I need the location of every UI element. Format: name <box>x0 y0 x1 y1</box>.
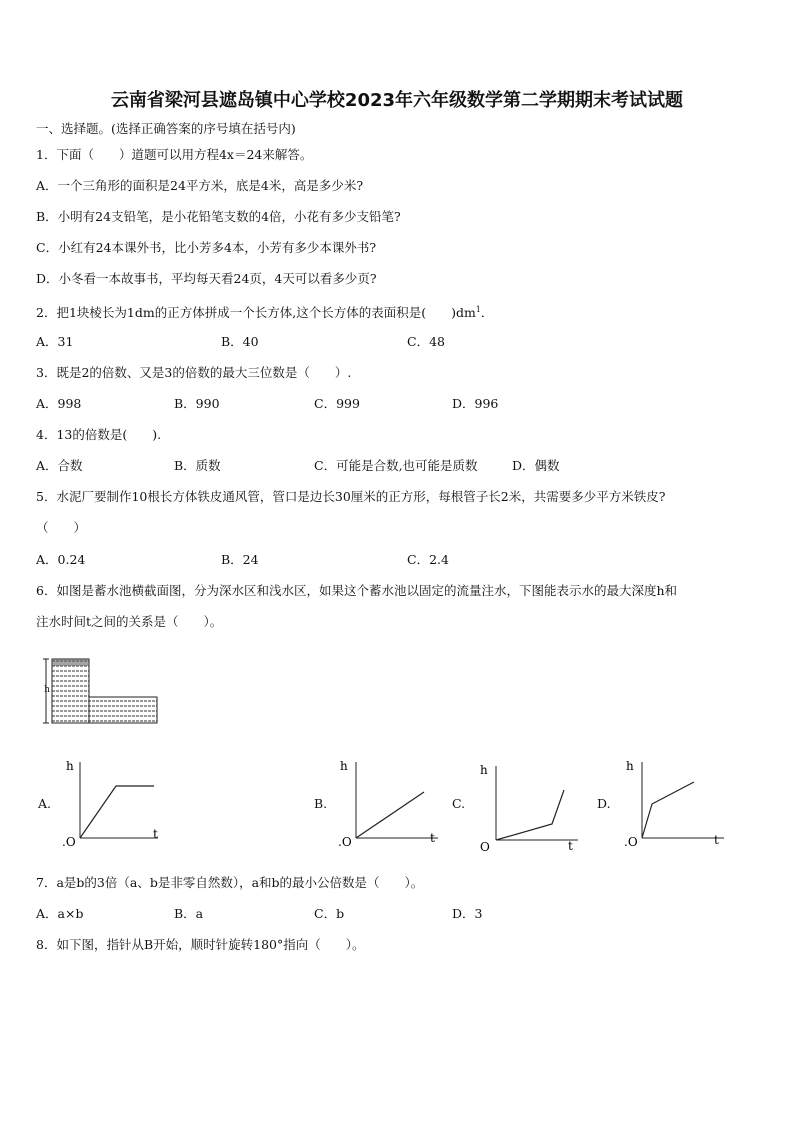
q1-option-c: C．小红有24本课外书，比小芳多4本，小芳有多少本课外书? <box>36 240 377 255</box>
graph-c-label: C. <box>452 796 466 811</box>
q7-option-d: D．3 <box>452 906 483 921</box>
graph-b <box>336 756 446 848</box>
graph-c-x-axis: t <box>568 839 573 853</box>
graph-c-y-axis: h <box>480 763 488 777</box>
graph-d-origin: .O <box>624 835 638 848</box>
graph-d <box>622 756 732 848</box>
q3-option-c: C．999 <box>314 396 360 411</box>
pool-cross-section-figure <box>40 654 165 729</box>
q2-option-c: C．48 <box>407 334 445 349</box>
q2-stem: 2．把1块棱长为1dm的正方体拼成一个长方体,这个长方体的表面积是( )dm <box>36 305 476 321</box>
q2-exponent: 1 <box>475 305 481 314</box>
q4-option-a: A．合数 <box>36 458 83 473</box>
graph-b-x-axis: t <box>430 831 435 845</box>
graph-b-origin: .O <box>338 835 352 848</box>
q4-option-c: C．可能是合数,也可能是质数 <box>314 458 478 473</box>
graph-a-x-axis: t <box>153 827 158 841</box>
question-6: 6．如图是蓄水池横截面图，分为深水区和浅水区，如果这个蓄水池以固定的流量注水，下图能表示水的最大深度h和 <box>36 583 678 598</box>
graph-c-origin: O <box>480 840 490 854</box>
q3-option-b: B．990 <box>174 396 220 411</box>
pool-h-label: h <box>44 685 50 695</box>
q2-option-a: A．31 <box>36 334 74 349</box>
q7-option-b: B．a <box>174 906 204 921</box>
q1-option-d: D．小冬看一本故事书，平均每天看24页，4天可以看多少页? <box>36 271 377 286</box>
question-5-blank: （ ） <box>36 520 87 535</box>
question-3: 3．既是2的倍数、又是3的倍数的最大三位数是（ ）. <box>36 365 352 380</box>
graph-d-y-axis: h <box>626 759 634 773</box>
q1-option-a: A．一个三角形的面积是24平方米，底是4米，高是多少米? <box>36 178 364 193</box>
graph-a-origin: .O <box>62 835 76 848</box>
q5-option-c: C．2.4 <box>407 552 449 567</box>
graph-c <box>476 758 586 854</box>
page-title: 云南省梁河县遮岛镇中心学校2023年六年级数学第二学期期末考试试题 <box>110 90 684 111</box>
graph-b-label: B. <box>314 796 328 811</box>
q3-option-d: D．996 <box>452 396 499 411</box>
q7-option-c: C．b <box>314 906 345 921</box>
question-8: 8．如下图，指针从B开始，顺时针旋转180°指向（ ）。 <box>36 937 365 952</box>
q1-option-b: B．小明有24支铅笔，是小花铅笔支数的4倍，小花有多少支铅笔? <box>36 209 401 224</box>
graph-b-y-axis: h <box>340 759 348 773</box>
graph-a <box>58 756 163 848</box>
section-heading: 一、选择题。(选择正确答案的序号填在括号内) <box>36 121 296 136</box>
q5-option-b: B．24 <box>221 552 259 567</box>
question-5: 5．水泥厂要制作10根长方体铁皮通风管，管口是边长30厘米的正方形，每根管子长2米，共需要多少平方米铁皮? <box>36 489 666 504</box>
graph-d-x-axis: t <box>714 833 719 847</box>
q2-stem-end: ． <box>480 305 494 321</box>
q4-option-b: B．质数 <box>174 458 221 473</box>
q4-option-d: D．偶数 <box>512 458 560 473</box>
q5-option-a: A．0.24 <box>36 552 86 567</box>
question-7: 7．a是b的3倍（a、b是非零自然数），a和b的最小公倍数是（ ）。 <box>36 875 424 890</box>
q2-option-b: B．40 <box>221 334 259 349</box>
graph-d-label: D. <box>597 796 611 811</box>
q3-option-a: A．998 <box>36 396 82 411</box>
question-6-line2: 注水时间t之间的关系是（ ）。 <box>36 614 223 629</box>
q7-option-a: A．a×b <box>36 906 84 921</box>
graph-a-label: A. <box>38 796 52 811</box>
graph-a-y-axis: h <box>66 759 74 773</box>
question-2 <box>36 302 493 321</box>
question-1: 1．下面（ ）道题可以用方程4x＝24来解答。 <box>36 147 313 162</box>
question-4: 4．13的倍数是( ). <box>36 427 162 442</box>
